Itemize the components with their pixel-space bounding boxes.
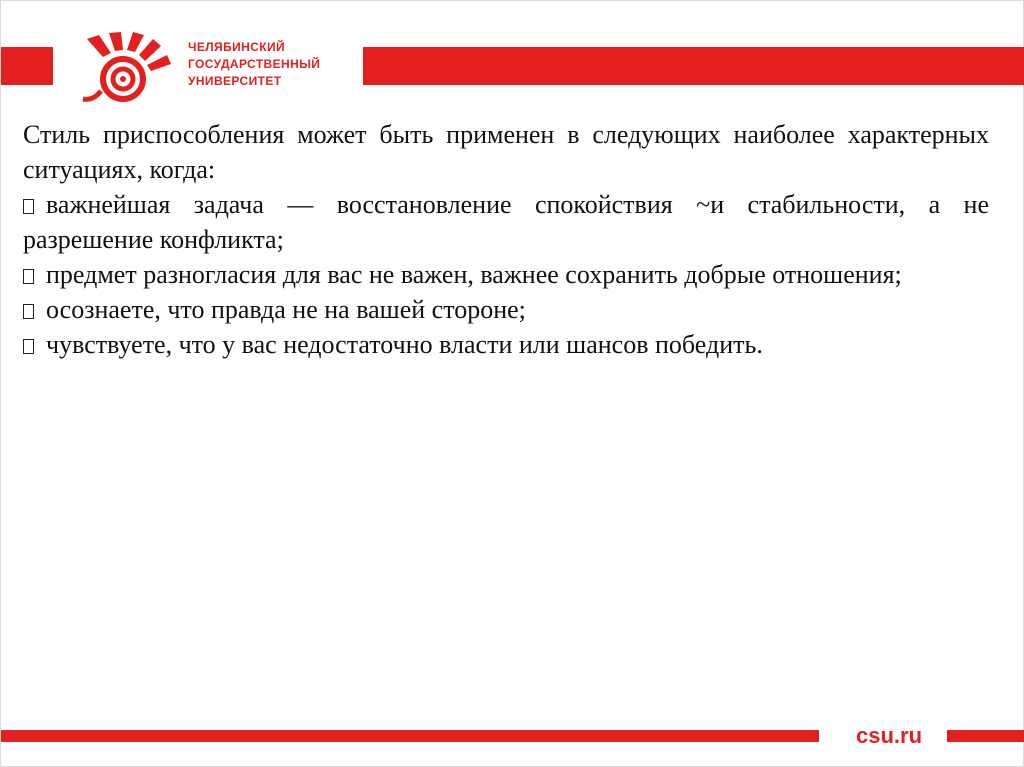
empty-square-bullet-icon xyxy=(23,269,34,284)
list-item xyxy=(23,327,989,362)
list-item xyxy=(23,257,989,292)
header-bar-left xyxy=(1,47,53,85)
university-name-line-3: УНИВЕРСИТЕТ xyxy=(188,74,282,88)
university-name xyxy=(188,39,358,90)
slide-content xyxy=(23,117,989,362)
list-item xyxy=(23,187,989,257)
csu-swirl-logo-icon xyxy=(81,31,181,103)
empty-square-bullet-icon xyxy=(23,199,34,214)
footer-bar-right xyxy=(947,730,1024,742)
footer-bar-left xyxy=(1,730,819,742)
list-item-text: чувствуете, что у вас недостаточно власти или шансов победить. xyxy=(46,330,763,359)
intro-paragraph: Стиль приспособления может быть применен в следующих наиболее характерных ситуациях, когда: xyxy=(23,120,989,184)
list-item xyxy=(23,292,989,327)
empty-square-bullet-icon xyxy=(23,339,34,354)
university-name-line-2: ГОСУДАРСТВЕННЫЙ xyxy=(188,57,321,71)
list-item-text: предмет разногласия для вас не важен, важнее сохранить добрые отношения; xyxy=(46,260,902,289)
list-item-text: важнейшая задача — восстановление спокойствия ~и стабильности, а не разрешение конфликта; xyxy=(23,190,989,254)
empty-square-bullet-icon xyxy=(23,304,34,319)
header-bar-right xyxy=(363,47,1024,85)
university-name-line-1: ЧЕЛЯБИНСКИЙ xyxy=(188,40,286,54)
list-item-text: осознаете, что правда не на вашей стороне; xyxy=(46,295,526,324)
site-url: csu.ru xyxy=(856,723,923,748)
